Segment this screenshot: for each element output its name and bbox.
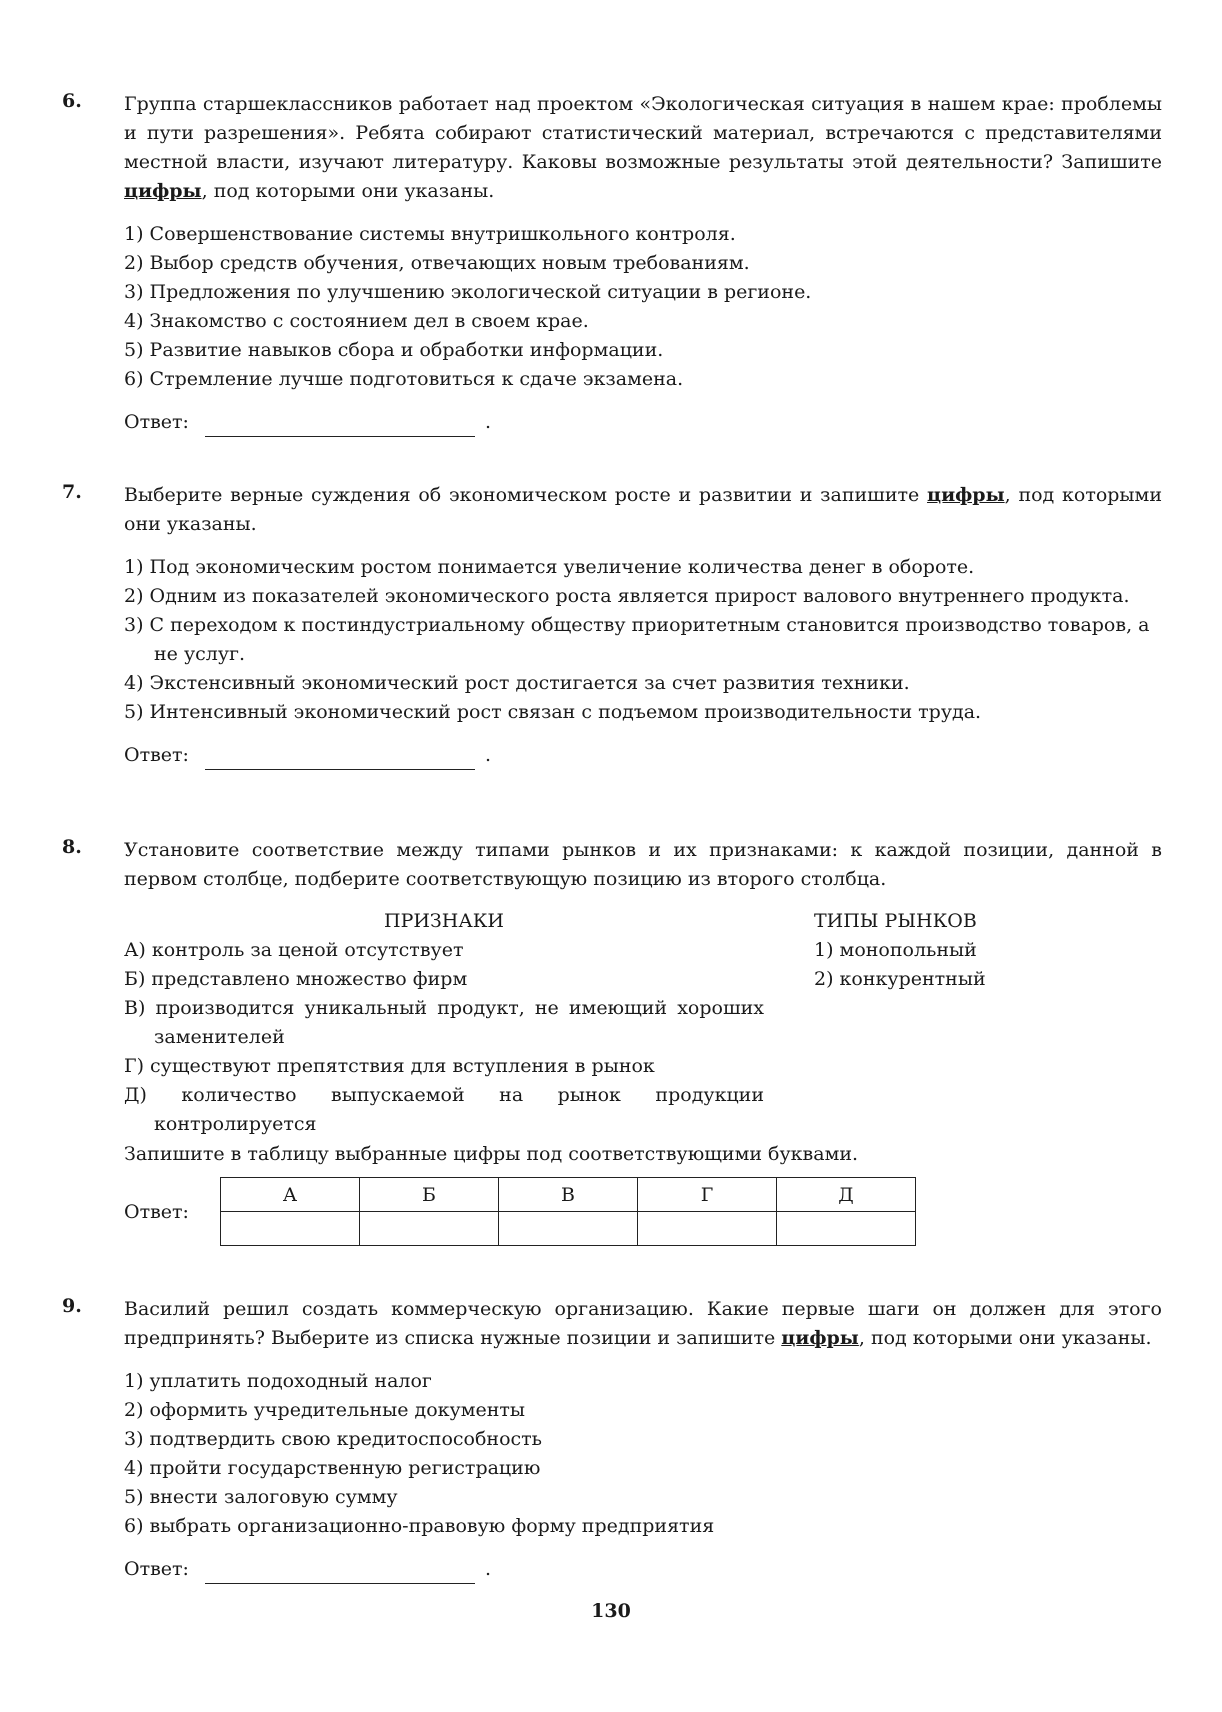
list-item: 5) внести залоговую сумму <box>124 1486 398 1508</box>
task-question: Установите соответствие между типами рынков и их признаками: к каждой позиции, данной в первом столбце, подберите соответствующую позицию из второго столбца. <box>124 839 1162 890</box>
features-header: ПРИЗНАКИ <box>384 910 504 932</box>
task-question: Выберите верные суждения об экономическом росте и развитии и запишите цифры, под которыми они указаны. <box>124 484 1162 535</box>
list-item: 4) пройти государственную регистрацию <box>124 1457 541 1479</box>
list-item: В) производится уникальный продукт, не имеющий хороших заменителей <box>124 997 764 1048</box>
options-list <box>124 553 1162 727</box>
list-item: Б) представлено множество фирм <box>124 968 468 990</box>
answer-period: . <box>484 744 491 766</box>
answer-table-row <box>124 1177 1162 1246</box>
answer-field[interactable] <box>205 1563 475 1584</box>
list-item: 1) Совершенствование системы внутришкольного контроля. <box>124 223 736 245</box>
list-item: 1) монопольный <box>814 939 977 961</box>
market-types-header: ТИПЫ РЫНКОВ <box>814 910 977 932</box>
answer-row <box>124 741 1162 770</box>
table-header-cell: Г <box>638 1178 777 1212</box>
features-column <box>124 906 764 1139</box>
answer-cell[interactable] <box>221 1212 360 1246</box>
list-item: 2) Выбор средств обучения, отвечающих новым требованиям. <box>124 252 750 274</box>
answer-cell[interactable] <box>499 1212 638 1246</box>
task-7 <box>62 481 1162 770</box>
task-question: Василий решил создать коммерческую организацию. Какие первые шаги он должен для этого предпринять? Выберите из списка нужные позиции и запишите цифры, под которыми они указаны. <box>124 1298 1162 1349</box>
list-item: 6) Стремление лучше подготовиться к сдаче экзамена. <box>124 368 684 390</box>
list-item: 4) Экстенсивный экономический рост достигается за счет развития техники. <box>124 672 910 694</box>
table-header-cell: Д <box>777 1178 916 1212</box>
options-list <box>124 1367 1162 1541</box>
page-number: 130 <box>591 1600 631 1622</box>
task-9 <box>62 1295 1162 1584</box>
list-item: 4) Знакомство с состоянием дел в своем крае. <box>124 310 589 332</box>
task-number: 8. <box>62 836 82 858</box>
list-item: 1) Под экономическим ростом понимается увеличение количества денег в обороте. <box>124 556 975 578</box>
task-8 <box>62 836 1162 1246</box>
list-item: Д) количество выпускаемой на рынок продукции контролируется <box>124 1084 764 1135</box>
answer-field[interactable] <box>205 416 475 437</box>
matching-block <box>124 906 1162 1136</box>
answer-cell[interactable] <box>777 1212 916 1246</box>
list-item: 2) Одним из показателей экономического роста является прирост валового внутреннего продукта. <box>124 585 1130 607</box>
table-header-cell: В <box>499 1178 638 1212</box>
table-header-cell: А <box>221 1178 360 1212</box>
list-item: Г) существуют препятствия для вступления в рынок <box>124 1055 655 1077</box>
list-item: 2) конкурентный <box>814 968 986 990</box>
answer-label: Ответ: <box>124 1558 189 1580</box>
answer-label: Ответ: <box>124 411 189 433</box>
list-item: 1) уплатить подоходный налог <box>124 1370 432 1392</box>
list-item: 3) С переходом к постиндустриальному обществу приоритетным становится производство товаров, а не услуг. <box>124 614 1150 665</box>
task-number: 9. <box>62 1295 82 1317</box>
answer-label: Ответ: <box>124 1200 189 1223</box>
answer-row <box>124 408 1162 437</box>
answer-period: . <box>484 411 491 433</box>
answer-row <box>124 1555 1162 1584</box>
answer-cell[interactable] <box>638 1212 777 1246</box>
market-types-column <box>814 906 1114 994</box>
task-question: Группа старшеклассников работает над проектом «Экологическая ситуация в нашем крае: проблемы и пути разрешения». Ребята собирают статистический материал, встречаются с представителями местной власти, изучают литературу. Каковы возможные результаты этой деятельности? Запишите цифры, под которыми они указаны. <box>124 93 1162 202</box>
answer-field[interactable] <box>205 749 475 770</box>
list-item: 6) выбрать организационно-правовую форму предприятия <box>124 1515 715 1537</box>
list-item: 5) Интенсивный экономический рост связан с подъемом производительности труда. <box>124 701 982 723</box>
answer-label: Ответ: <box>124 744 189 766</box>
list-item: 3) Предложения по улучшению экологической ситуации в регионе. <box>124 281 812 303</box>
answer-table <box>220 1177 916 1246</box>
list-item: 2) оформить учредительные документы <box>124 1399 526 1421</box>
list-item: 3) подтвердить свою кредитоспособность <box>124 1428 543 1450</box>
task-6 <box>62 90 1162 437</box>
list-item: 5) Развитие навыков сбора и обработки информации. <box>124 339 664 361</box>
task-number: 7. <box>62 481 82 503</box>
answer-period: . <box>484 1558 491 1580</box>
list-item: А) контроль за ценой отсутствует <box>124 939 464 961</box>
task-number: 6. <box>62 90 82 112</box>
table-header-cell: Б <box>360 1178 499 1212</box>
answer-cell[interactable] <box>360 1212 499 1246</box>
table-instruction: Запишите в таблицу выбранные цифры под соответствующими буквами. <box>124 1143 859 1165</box>
options-list <box>124 220 1162 394</box>
